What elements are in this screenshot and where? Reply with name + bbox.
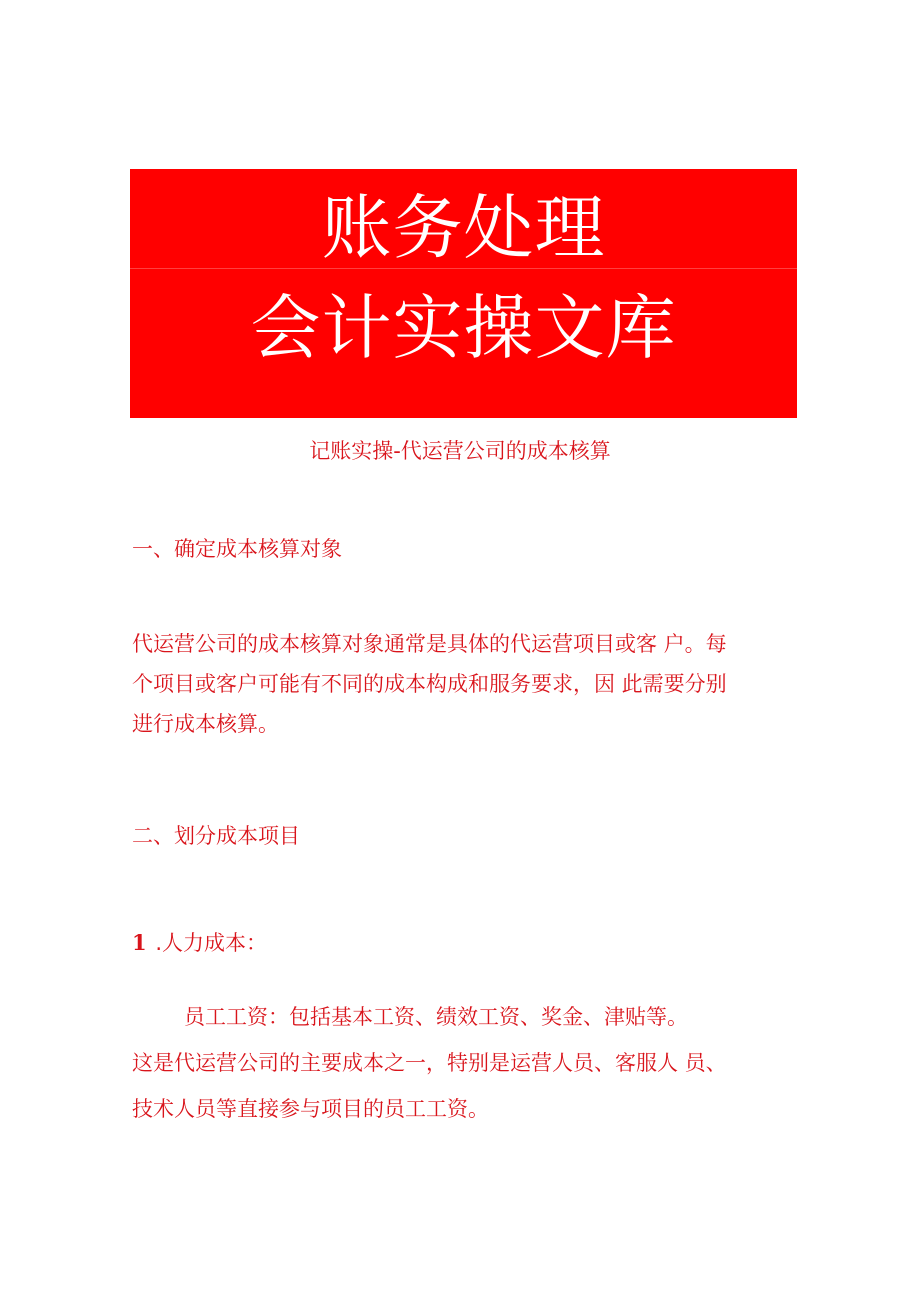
detail-line-1: 员工工资：包括基本工资、绩效工资、奖金、津贴等。: [184, 1005, 688, 1029]
detail-line-2: 这是代运营公司的主要成本之一，特别是运营人员、客服人 员、: [132, 1051, 727, 1075]
document-title: 记账实操-代运营公司的成本核算: [309, 439, 611, 463]
section-heading-1: 一、确定成本核算对象: [132, 537, 342, 561]
paragraph-line: 个项目或客户可能有不同的成本构成和服务要求，因 此需要分别: [132, 672, 727, 696]
list-item-number: 1: [132, 930, 149, 955]
detail-line-3: 技术人员等直接参与项目的员工工资。: [132, 1097, 489, 1121]
title-banner: [130, 169, 797, 418]
list-item-label: .人力成本：: [155, 931, 267, 955]
list-item-1-heading: [132, 929, 267, 957]
section-1-paragraph: [132, 630, 802, 750]
banner-title-line-1: 账务处理: [321, 187, 606, 269]
paragraph-line: 代运营公司的成本核算对象通常是具体的代运营项目或客 户。每: [132, 632, 727, 656]
banner-title-line-2: 会计实操文库: [250, 287, 677, 369]
paragraph-line: 进行成本核算。: [132, 712, 279, 736]
section-heading-2: 二、划分成本项目: [132, 824, 300, 848]
